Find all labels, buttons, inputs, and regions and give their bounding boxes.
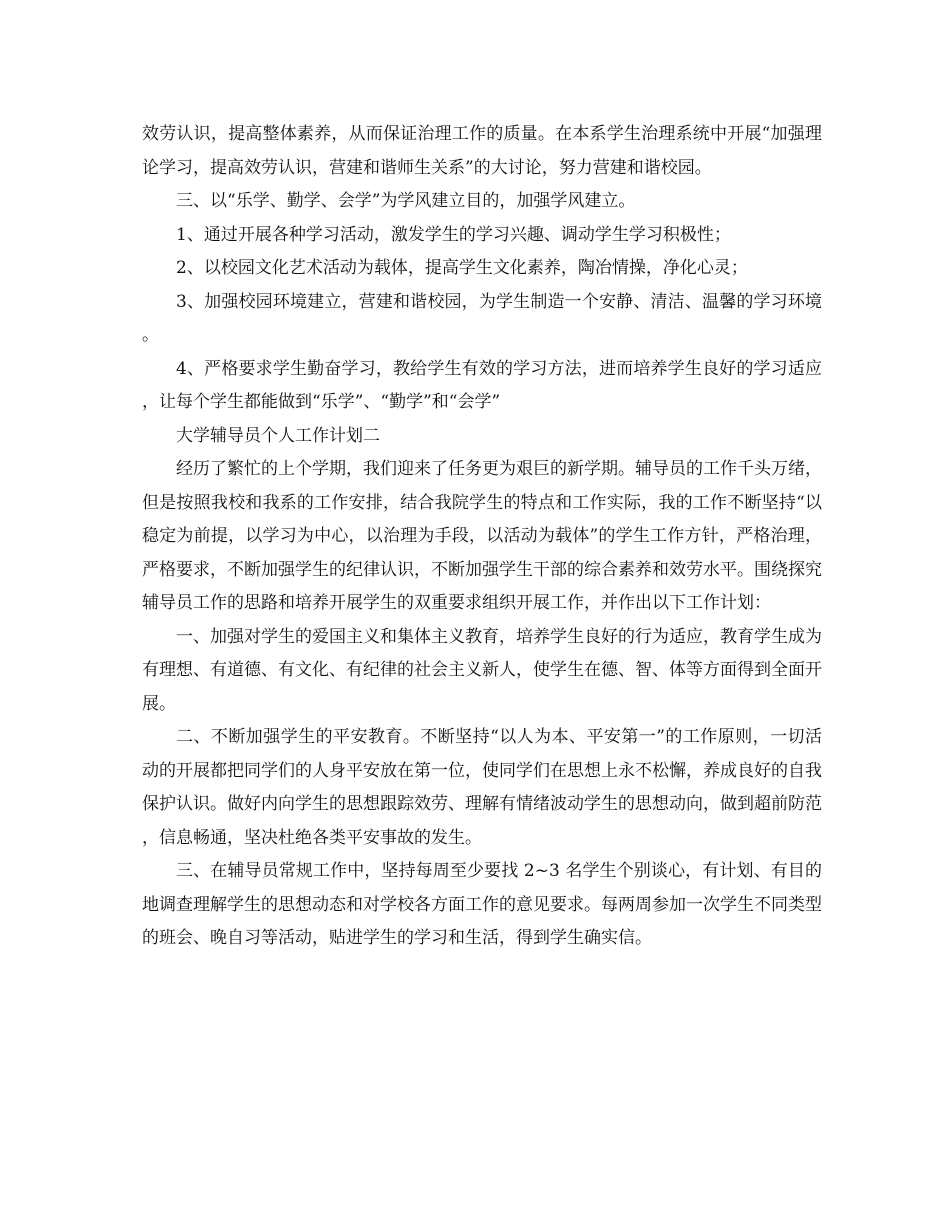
paragraph-3: 1、通过开展各种学习活动，激发学生的学习兴趣、调动学生学习积极性； bbox=[176, 224, 731, 245]
paragraph-9: 一、加强对学生的爱国主义和集体主义教育，培养学生良好的行为适应，教育学生成为有理想、有道德、有文化、有纪律的社会主义新人，使学生在德、智、体等方面得到全面开展。 bbox=[142, 626, 822, 714]
paragraph-4: 2、以校园文化艺术活动为载体，提高学生文化素养，陶冶情操，净化心灵； bbox=[176, 258, 748, 278]
section-heading: 大学辅导员个人工作计划二 bbox=[176, 425, 380, 446]
paragraph-1: 效劳认识，提高整体素养，从而保证治理工作的质量。在本系学生治理系统中开展“加强理论学习，提高效劳认识，营建和谐师生关系”的大讨论，努力营建和谐校园。 bbox=[142, 124, 822, 178]
document-body bbox=[142, 118, 822, 956]
paragraph-2: 三、以“乐学、勤学、会学”为学风建立目的，加强学风建立。 bbox=[176, 191, 636, 211]
paragraph-11: 三、在辅导员常规工作中，坚持每周至少要找 2~3 名学生个别谈心，有计划、有目的地调查理解学生的思想动态和对学校各方面工作的意见要求。每两周参加一次学生不同类型的班会、晚自习等活动，贴进学生的学习和生活，得到学生确实信。 bbox=[142, 861, 822, 948]
paragraph-10: 二、不断加强学生的平安教育。不断坚持“以人为本、平安第一”的工作原则，一切活动的开展都把同学们的人身平安放在第一位，使同学们在思想上永不松懈，养成良好的自我保护认识。做好内向学生的思想跟踪效劳、理解有情绪波动学生的思想动向，做到超前防范，信息畅通，坚决杜绝各类平安事故的发生。 bbox=[142, 727, 822, 848]
paragraph-6: 4、严格要求学生勤奋学习，教给学生有效的学习方法，进而培养学生良好的学习适应，让每个学生都能做到“乐学”、“勤学”和“会学” bbox=[142, 358, 822, 412]
paragraph-5: 3、加强校园环境建立，营建和谐校园，为学生制造一个安静、清洁、温馨的学习环境。 bbox=[142, 291, 822, 345]
paragraph-8: 经历了繁忙的上个学期，我们迎来了任务更为艰巨的新学期。辅导员的工作千头万绪，但是按照我校和我系的工作安排，结合我院学生的特点和工作实际，我的工作不断坚持“以稳定为前提，以学习为中心，以治理为手段，以活动为载体”的学生工作方针，严格治理，严格要求，不断加强学生的纪律认识，不断加强学生干部的综合素养和效劳水平。围绕探究辅导员工作的思路和培养开展学生的双重要求组织开展工作，并作出以下工作计划： bbox=[142, 459, 822, 613]
